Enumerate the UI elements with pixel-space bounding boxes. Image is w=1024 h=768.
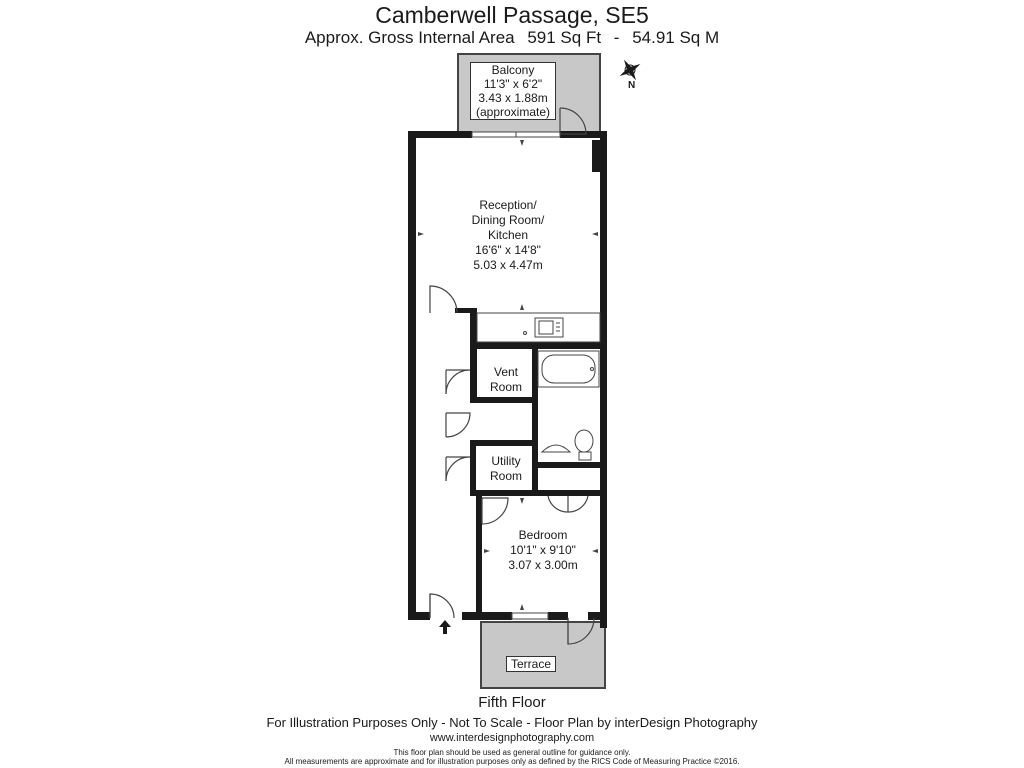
reception-imperial: 16'6" x 14'8" bbox=[475, 243, 541, 257]
area-label: Approx. Gross Internal Area bbox=[304, 28, 515, 47]
plan-title: Camberwell Passage, SE5 bbox=[375, 2, 649, 28]
disclaimer: For Illustration Purposes Only - Not To Scale - Floor Plan by interDesign Photography bbox=[266, 715, 758, 730]
bedroom-name: Bedroom bbox=[518, 528, 568, 542]
reception-name-line3: Kitchen bbox=[487, 228, 529, 242]
area-separator: - bbox=[613, 28, 620, 47]
balcony-note: (approximate) bbox=[475, 105, 551, 119]
bedroom-imperial: 10'1" x 9'10" bbox=[510, 543, 576, 557]
website-link[interactable]: www.interdesignphotography.com bbox=[429, 732, 595, 744]
bathroom-fixtures bbox=[538, 351, 599, 460]
area-sqm: 54.91 Sq M bbox=[632, 28, 720, 47]
area-sqft: 591 Sq Ft bbox=[527, 28, 602, 47]
utility-room-line1: Utility bbox=[491, 454, 521, 468]
compass-label: N bbox=[628, 80, 636, 91]
fine-print-line2: All measurements are approximate and for illustration purposes only as defined by the RICS Code of Measuring Practice ©2016. bbox=[284, 757, 740, 766]
floor-name: Fifth Floor bbox=[478, 694, 546, 711]
bath-icon bbox=[538, 351, 599, 387]
basin-icon bbox=[542, 445, 570, 452]
bedroom-metric: 3.07 x 3.00m bbox=[508, 558, 578, 572]
reception-name-line1: Reception/ bbox=[479, 198, 537, 212]
utility-room-line2: Room bbox=[489, 469, 522, 483]
balcony-label bbox=[470, 62, 556, 120]
bedroom-label bbox=[488, 528, 598, 573]
vent-room-line1: Vent bbox=[493, 365, 519, 379]
reception-label bbox=[448, 198, 568, 273]
entrance-arrow-icon bbox=[439, 620, 451, 634]
fine-print-line1: This floor plan should be used as general outline for guidance only. bbox=[393, 748, 631, 757]
balcony-metric: 3.43 x 1.88m bbox=[478, 91, 548, 105]
terrace-label: Terrace bbox=[506, 656, 556, 672]
reception-name-line2: Dining Room/ bbox=[471, 213, 545, 227]
reception-metric: 5.03 x 4.47m bbox=[473, 258, 543, 272]
kitchen-counter bbox=[477, 313, 600, 342]
balcony-imperial: 11'3" x 6'2" bbox=[483, 77, 543, 91]
terrace-area bbox=[481, 622, 605, 688]
toilet-icon bbox=[575, 430, 593, 452]
vent-room-line2: Room bbox=[489, 380, 522, 394]
utility-room-label bbox=[480, 454, 532, 484]
vent-room-label bbox=[480, 365, 532, 395]
balcony-name: Balcony bbox=[491, 63, 535, 77]
